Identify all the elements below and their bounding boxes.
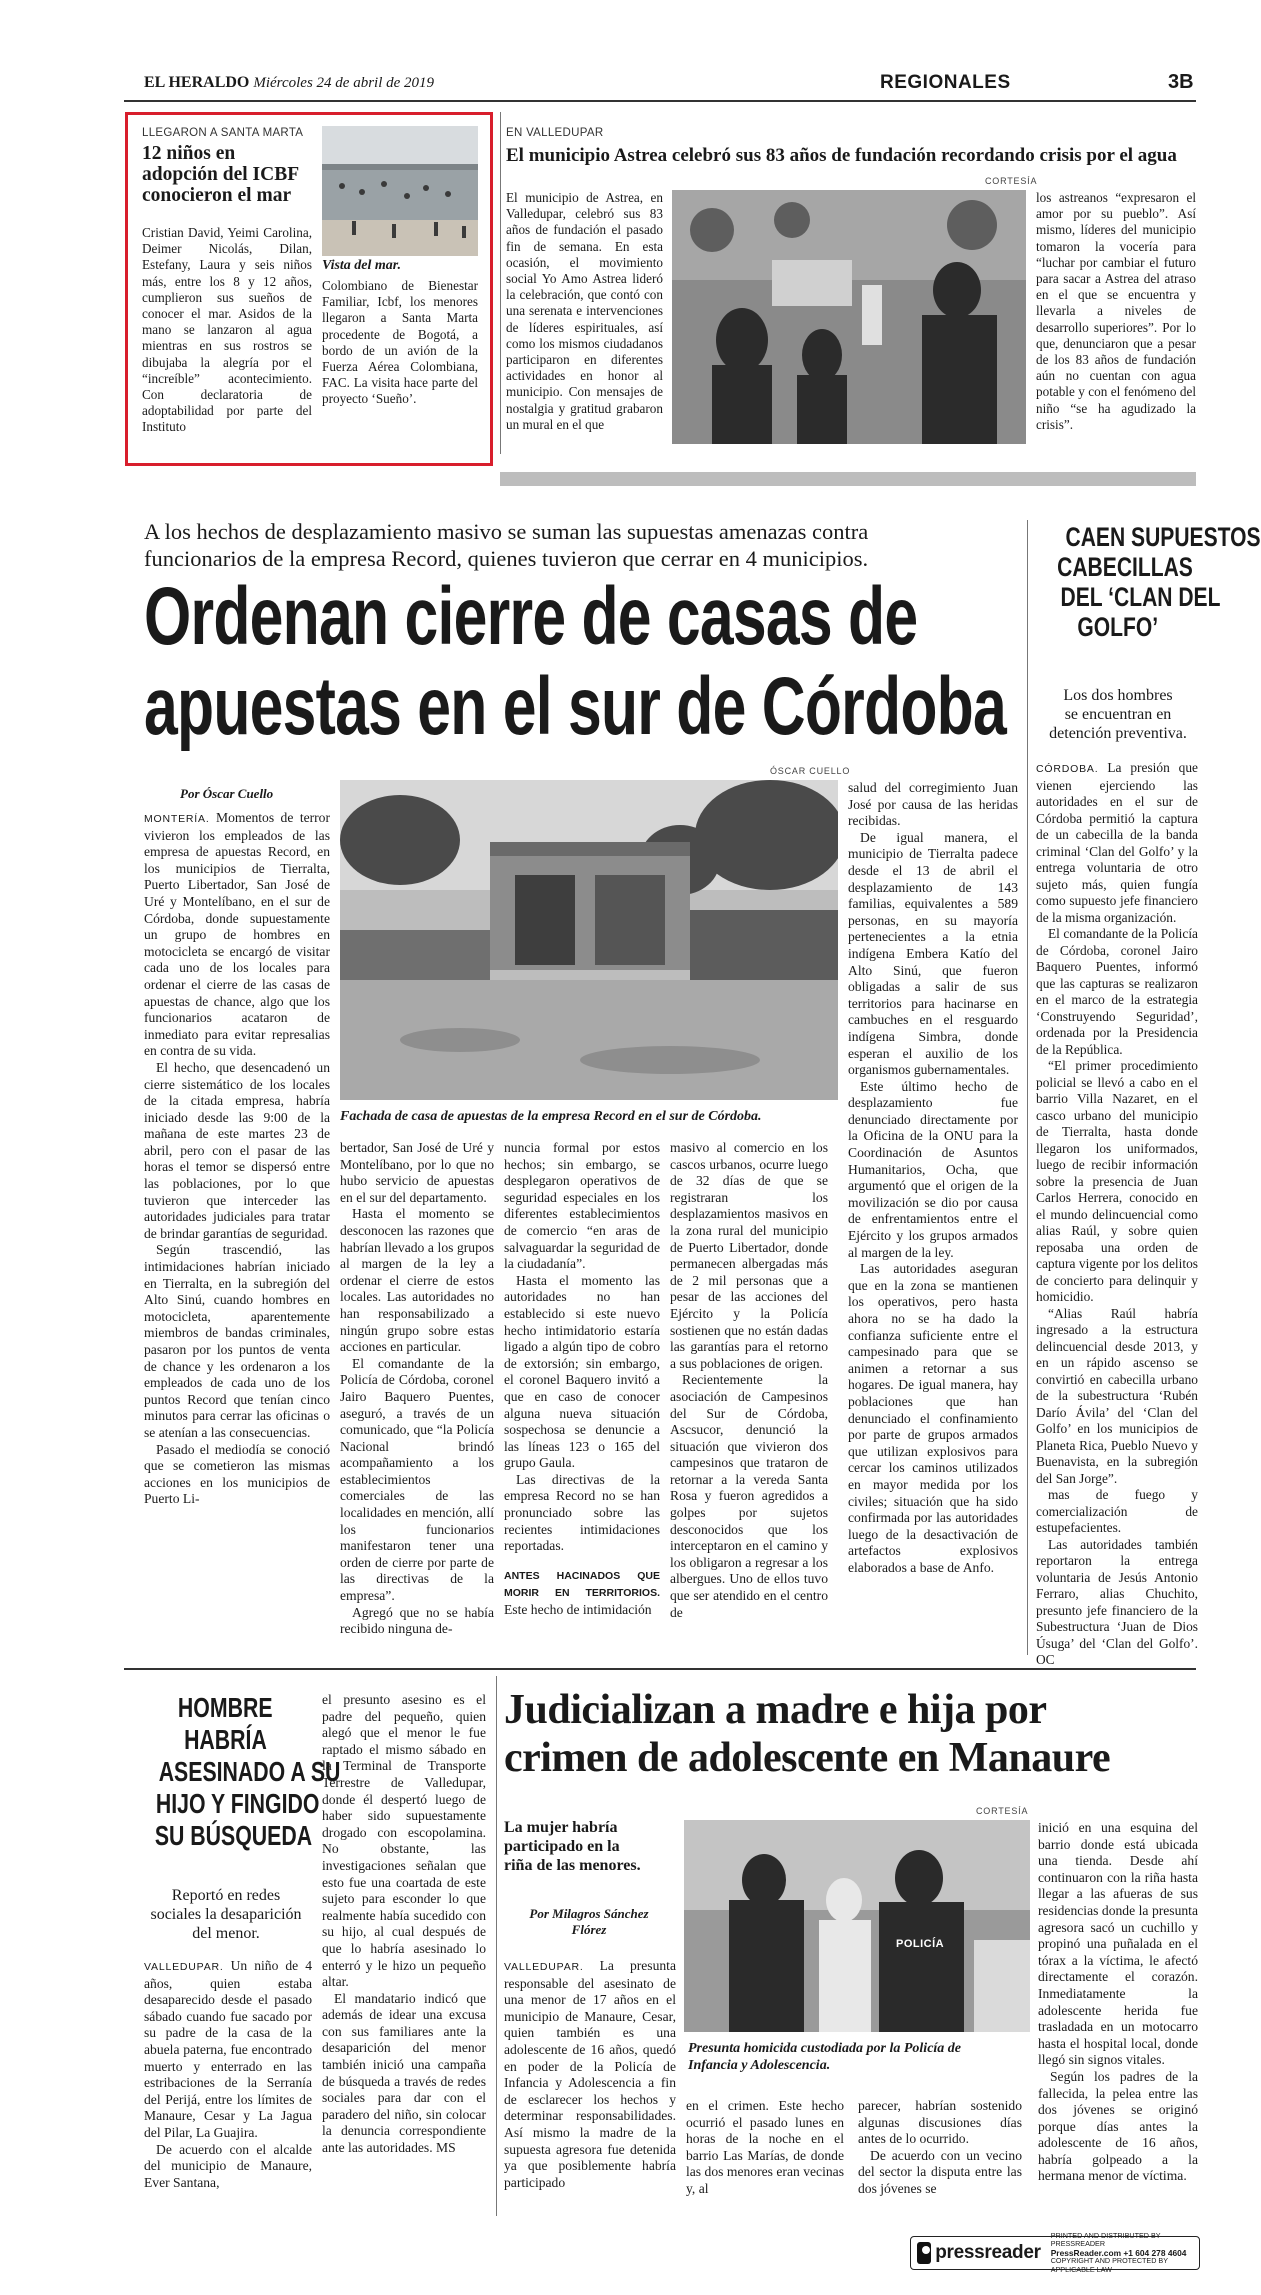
headline: Judicializan a madre e hija por crimen de adolescente en Manaure	[504, 1687, 1111, 1781]
column-rule	[496, 1676, 497, 2216]
header-rule	[124, 100, 1196, 102]
byline: Por Milagros Sánchez Flórez	[529, 1906, 649, 1937]
column-rule	[1027, 520, 1028, 1655]
photo-caption: Vista del mar.	[322, 258, 401, 273]
article-column: masivo al comercio en los cascos urbanos, ocurre luego de 32 días de que se registraran los desplazamientos masivos en la zona rural del municipio de Puerto Libertador, donde permanecen albergadas más de 2 mil personas que a pesar de las acciones del Ejército y la Policía sostienen que no están dadas las garantías para el retorno a sus poblaciones de origen. Recientemente la asociación de Campesinos del Sur de Córdoba, Ascsucor, denunció la situación que vivieron dos campesinos que trataron de retornar a la vereda Santa Rosa y fueron agredidos a golpes por sujetos desconocidos que los interceptaron en el camino y los obligaron a regresar a los albergues. Uno de ellos tuvo que ser atendido en el centro de	[670, 1140, 828, 1620]
photo-credit: ÓSCAR CUELLO	[770, 766, 851, 776]
footer-legal: PRINTED AND DISTRIBUTED BY PRESSREADER PressReader.com +1 604 278 4604 COPYRIGHT AND PROTECTED BY APPLICABLE LAW	[1050, 2230, 1187, 2274]
photo-caption: Presunta homicida custodiada por la Policía de Infancia y Adolescencia.	[688, 2041, 962, 2073]
pressreader-logo-icon	[917, 2242, 931, 2264]
main-headline: Ordenan cierre de casas de apuestas en el sur de Córdoba	[144, 571, 1007, 752]
body-text: Cristian David, Yeimi Carolina, Deimer Nicolás, Dilan, Estefany, Laura y seis niños más, entre los 8 y 12 años, cumplieron sus sueños de conocer el mar. Asidos de la mano se lanzaron al agua mientras en sus rostros se dibujaba la alegría por el “increíble” acontecimiento. Con declaratoria de adoptabilidad por parte del Instituto	[142, 225, 312, 435]
astrea-photo	[672, 190, 1026, 444]
vest-label: POLICÍA	[896, 1938, 945, 1950]
byline: Por Óscar Cuello	[180, 786, 274, 801]
celebration-scene-icon	[672, 190, 1026, 444]
deck: La mujer habría participado en la riña de las menores.	[504, 1819, 641, 1874]
body-text: Colombiano de Bienestar Familiar, Icbf, los menores llegaron a Santa Marta procedente de Bogotá, a bordo de un avión de la Fuerza Aérea Colombiana, FAC. La visita hace parte del proyecto ‘Sueño’.	[322, 278, 478, 407]
section-divider	[500, 472, 1196, 486]
police-scene-icon	[684, 1820, 1030, 2032]
page-number: 3B	[1168, 71, 1194, 93]
article-column: salud del corregimiento Juan José por causa de las heridas recibidas. De igual manera, el municipio de Tierralta padece desde el 13 de abril el desplazamiento de 143 familias, equivalentes a 589 personas, en su mayoría pertenecientes a la etnia indígena Embera Katío del Alto Sinú, que fueron obligadas a salir de sus territorios para hacinarse en cambuches en el resguardo indígena Simbra, donde esperan el auxilio de los organismos gubernamentales. Este último hecho de desplazamiento fue denunciado directamente por la Oficina de la ONU para la Coordinación de Asuntos Humanitarios, Ocha, que argumentó que el origen de la movilización se dio por causa de enfrentamientos entre el Ejército y los grupos armados al margen de la ley. Las autoridades aseguran que en la zona se mantienen los operativos, pero hasta ahora no se ha dado la confianza suficiente entre el campesinado para que se animen a retornar a sus hogares. De igual manera, hay poblaciones que han denunciado el confinamiento por parte de grupos armados que utilizan explosivos para cercar los caminos utilizados en mayor medida por los civiles; situación que ha sido confirmada por las autoridades luego de la desactivación de artefactos explosivos elaborados a base de Anfo.	[848, 780, 1018, 1575]
sidebar-deck: Reportó en redes sociales la desaparición del menor.	[150, 1887, 302, 1942]
article-column: VALLEDUPAR. La presunta responsable del asesinato de una menor de 17 años en el municipio de Manaure, Cesar, quien también es una adolescente de 16 años, quedó en poder de la Policía de Infancia y Adolescencia a fin de esclarecer los hechos y determinar responsabilidades. Así mismo la madre de la supuesta agresora fue detenida ya que posiblemente habría participado	[504, 1958, 676, 2190]
dateline: VALLEDUPAR.	[144, 1961, 224, 1973]
headline: El municipio Astrea celebró sus 83 años de fundación recordando crisis por el agua	[506, 145, 1177, 166]
photo-credit: CORTESÍA	[976, 1806, 1029, 1816]
article-column: nuncia formal por estos hechos; sin embargo, se desplegaron operativos de seguridad especiales en los diferentes establecimientos de comercio “en aras de salvaguardar la seguridad de la ciudadanía”. Hasta el momento las autoridades no han establecido si este nuevo hecho intimidatorio estaría ligado a algún tipo de cobro de extorsión; sin embargo, el coronel Baquero invitó a que en caso de conocer alguna nueva situación sospechosa se denuncie a las líneas 123 o 165 del grupo Gaula. Las directivas de la empresa Record no se han pronunciado sobre las recientes intimidaciones reportadas. ANTES HACINADOS QUE MORIR EN TERRITORIOS. Este hecho de intimidación	[504, 1140, 660, 1618]
sidebar-deck: Los dos hombres se encuentran en detención preventiva.	[1049, 687, 1187, 742]
sidebar-headline: HOMBRE HABRÍA ASESINADO A SU HIJO Y FINGIDO SU BÚSQUEDA	[154, 1692, 341, 1851]
pressreader-logo-text: pressreader	[935, 2242, 1041, 2263]
pressreader-badge	[910, 2230, 1200, 2274]
body-text: El municipio de Astrea, en Valledupar, celebró sus 83 años de fundación el pasado fin de semana. En esta ocasión, el movimiento social Yo Amo Astrea lideró la celebración, que contó con una serenata e intervenciones de líderes espirituales, así como los mismos ciudadanos participaron en diferentes actividades en honor al municipio. Con mensajes de nostalgia y gratitud grabaron un mural en el que	[506, 190, 663, 432]
dateline: MONTERÍA.	[144, 813, 210, 825]
kicker: EN VALLEDUPAR	[506, 127, 604, 139]
street-scene-icon	[340, 780, 838, 1100]
article-column: bertador, San José de Uré y Montelíbano, por lo que no hubo servicio de apuestas en el sur del departamento. Hasta el momento se desconocen las razones que habrían llevado a los grupos al margen de la ley a ordenar el cierre de estos locales. Las autoridades no han responsabilizado a ningún grupo sobre estas acciones en particular. El comandante de la Policía de Córdoba, coronel Jairo Baquero Puentes, aseguró, a través de un comunicado, que “la Policía Nacional brindó acompañamiento a los establecimientos comerciales de las localidades en mención, allí los funcionarios manifestaron tener una orden de cierre por parte de las directivas de la empresa”. Agregó que no se había recibido ninguna de-	[340, 1140, 494, 1637]
photo-caption: Fachada de casa de apuestas de la empresa Record en el sur de Córdoba.	[340, 1109, 762, 1124]
masthead	[144, 74, 434, 92]
sidebar-body: CÓRDOBA. La presión que vienen ejerciendo las autoridades en el sur de Córdoba permitió la captura de un cabecilla de la banda criminal ‘Clan del Golfo’ y la entrega voluntaria de otro sujeto más, quien fungía como supuesto jefe financiero de la misma organización. El comandante de la Policía de Córdoba, coronel Jairo Baquero Puentes, informó que las capturas se realizaron en el marco de la estrategia ‘Construyendo Seguridad’, ordenada por la Presidencia de la República. “El primer procedimiento policial se llevó a cabo en el barrio Villa Nazaret, en el casco urbano del municipio de Tierralta, hasta donde llegaron los uniformados, luego de recibir información sobre la presencia de Juan Carlos Herrera, conocido en el mundo delincuencial como alias Raúl, y sobre quien reposaba una orden de captura vigente por los delitos de concierto para delinquir y homicidio. “Alias Raúl habría ingresado a la estructura delincuencial desde 2013, y en un rápido ascenso se convirtió en cabecilla urbano de la subestructura ‘Rubén Darío Ávila’ del ‘Clan del Golfo’ en los municipios de Planeta Rica, Pueblo Nuevo y Buenavista, en la subregión del San Jorge”. mas de fuego y comercialización de estupefacientes. Las autoridades también reportaron la entrega voluntaria de Jesús Antonio Ferraro, alias Chuchito, presunto jefe financiero de la Subestructura ‘Juan de Dios Úsuga’ del ‘Clan del Golfo’. OC	[1036, 760, 1198, 1667]
body-text: los astreanos “expresaron el amor por su pueblo”. Así mismo, líderes del municipio tomaron la vocería para “luchar por cambiar el futuro para sacar a Astrea del atraso en el que se encuentra y llevarla a niveles de desarrollo superiores”. Por lo que, denunciaron que a pesar de los 83 años de fundación aún no cuentan con agua potable y con el fenómeno del niño “se ha agudizado la crisis”.	[1036, 190, 1196, 432]
section-rule	[124, 1668, 1196, 1670]
article-column: inició en una esquina del barrio donde está ubicada una tienda. Desde ahí continuaron con la riña hasta llegar a las afueras de sus residencias donde la presunta agresora sacó un cuchillo y propinó una puñalada en el tórax a la víctima, le afectó directamente el corazón. Inmediatamente la adolescente herida fue trasladada en un motocarro hasta el hospital local, donde llegó sin signos vitales. Según los padres de la fallecida, la pelea entre las dos jóvenes se originó porque días antes la adolescente de 16 años, habría golpeado a la hermana menor de víctima.	[1038, 1820, 1198, 2184]
subhead: ANTES HACINADOS QUE MORIR EN TERRITORIOS.	[504, 1569, 660, 1600]
dateline: VALLEDUPAR.	[504, 1961, 584, 1973]
column-rule	[500, 112, 501, 454]
paper-name: EL HERALDO	[144, 74, 250, 91]
article-column: MONTERÍA. Momentos de terror vivieron los empleados de las empresa de apuestas Record, en los municipios de Tierralta, Puerto Libertador, San José de Uré y Montelíbano, en el sur de Córdoba, donde supuestamente un grupo de hombres en motocicleta se encargó de visitar cada uno de los locales para ordenar el cierre de las casas de apuestas de chance, algo que los funcionarios acataron de inmediato para evitar represalias en contra de su vida. El hecho, que desencadenó un cierre sistemático de los locales de la citada empresa, habría iniciado desde las 9:00 de la mañana de este martes 23 de abril, pero con el pasar de las horas el temor se dispersó entre las poblaciones, por lo que tuvieron que interceder las autoridades judiciales para tratar de brindar garantías de seguridad. Según trascendió, las intimidaciones habrían iniciado en Tierralta, en la subregión del Alto Sinú, cuando hombres en motocicleta, aparentemente miembros de bandas criminales, pasaron por los puntos de venta de chance y les ordenaron a los empleados de cada uno de los puntos Record que tenían cinco minutos para cerrar las oficinas o se atenían a las consecuencias. Pasado el mediodía se conoció que se cometieron las mismas acciones en los municipios de Puerto Li-	[144, 810, 331, 1507]
betting-house-photo	[340, 780, 838, 1100]
article-column: VALLEDUPAR. Un niño de 4 años, quien estaba desaparecido desde el pasado sábado cuando fue sacado por su padre de la casa de la abuela paterna, fue encontrado muerto y enterrado en las estribaciones de la Serranía del Perijá, entre los límites de Manaure, Cesar y La Jagua del Pilar, La Guajira. De acuerdo con el alcalde del municipio de Manaure, Ever Santana,	[144, 1958, 312, 2190]
beach-scene-icon	[322, 126, 478, 256]
deck: A los hechos de desplazamiento masivo se suman las supuestas amenazas contra funcionarios de la empresa Record, quienes tuvieron que cerrar en 4 municipios.	[144, 519, 869, 571]
dateline: CÓRDOBA.	[1036, 763, 1099, 775]
article-column: parecer, habrían sostenido algunas discusiones días antes de lo ocurrido. De acuerdo con un vecino del sector la disputa entre las dos jóvenes se	[858, 2098, 1022, 2196]
kicker: LLEGARON A SANTA MARTA	[142, 127, 304, 139]
beach-photo	[322, 126, 478, 256]
article-column: en el crimen. Este hecho ocurrió el pasado lunes en horas de la noche en el barrio Las Marías, de donde las dos menores eran vecinas y, al	[686, 2098, 844, 2196]
sidebar-headline: CAEN SUPUESTOS CABECILLAS DEL ‘CLAN DEL GOLFO’	[1057, 522, 1261, 642]
article-column: el presunto asesino es el padre del pequeño, quien alegó que el menor le fue raptado el mismo sábado en la Terminal de Transporte Terrestre de Valledupar, donde él despertó luego de haber sido supuestamente drogado con escopolamina. No obstante, las investigaciones señalan que esto fue una coartada de este sujeto para esconder lo que realmente había sucedido con su hijo, al cual después de que lo habría asesinado lo enterró y le hizo un pequeño altar. El mandatario indicó que además de idear una excusa con sus familiares ante la desaparición del menor también inició una campaña de búsqueda a través de redes sociales para dar con el paradero del niño, sin colocar la denuncia correspondiente ante las autoridades. MS	[322, 1692, 486, 2156]
section-name: REGIONALES	[880, 72, 1011, 93]
page-date: Miércoles 24 de abril de 2019	[253, 75, 435, 91]
arrest-photo	[684, 1820, 1030, 2032]
headline: 12 niños en adopción del ICBF conocieron el mar	[142, 143, 300, 206]
photo-credit: CORTESÍA	[985, 176, 1038, 186]
